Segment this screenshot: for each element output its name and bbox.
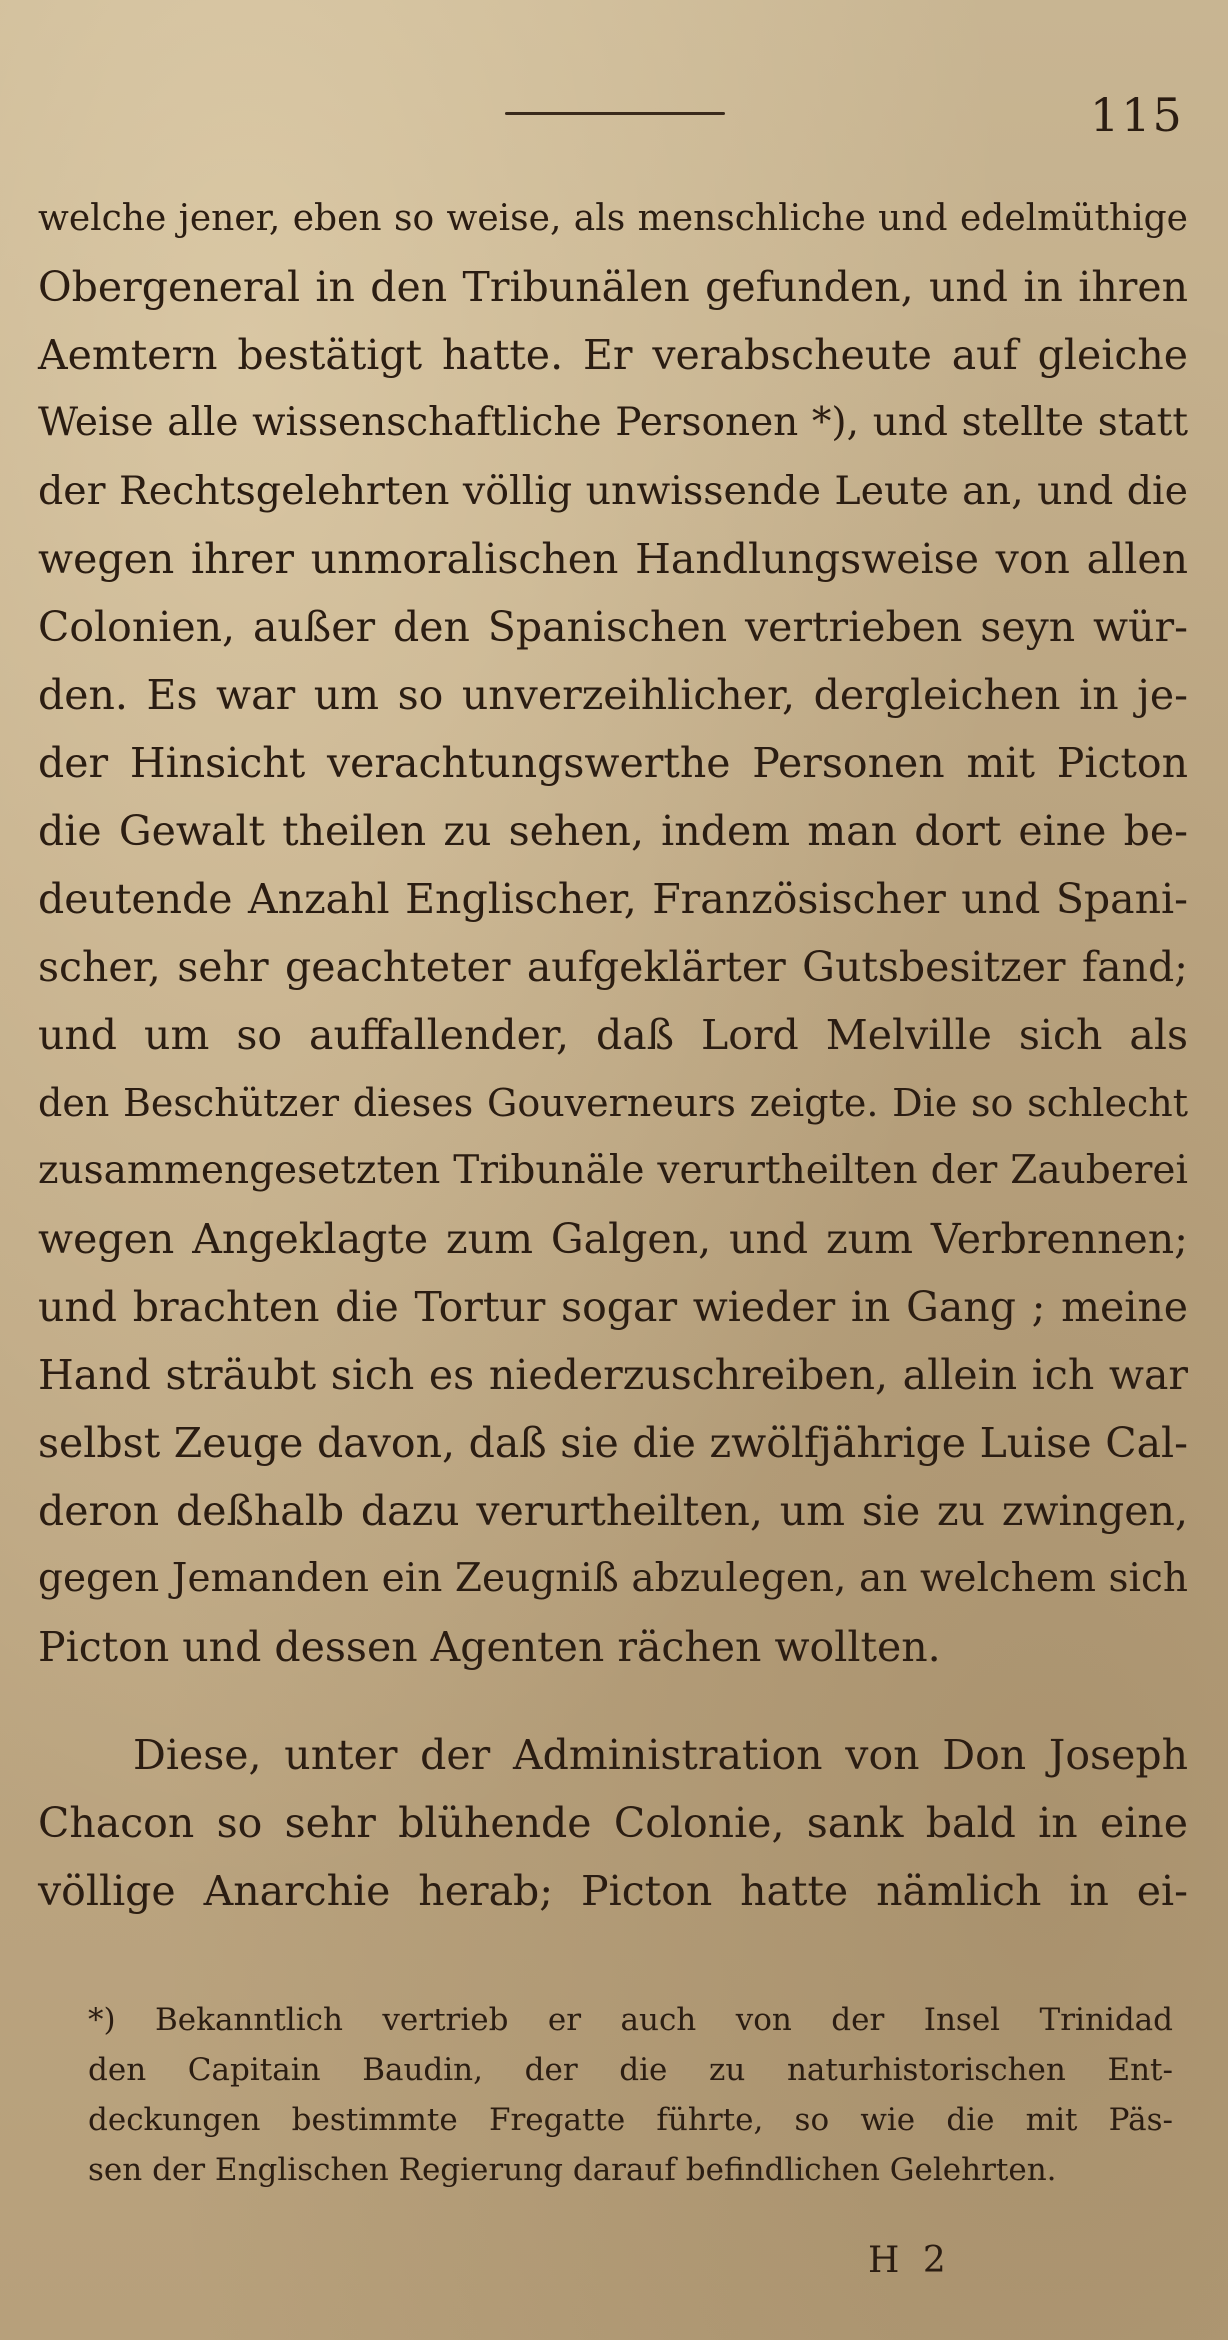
text-line: Aemtern bestätigt hatte. Er verabscheute auf gleiche bbox=[38, 331, 1188, 379]
footnote-line: den Capitain Baudin, der die zu naturhistorischen Ent- bbox=[88, 2052, 1173, 2088]
page-number: 115 bbox=[1090, 88, 1184, 142]
text-line: völlige Anarchie herab; Picton hatte nämlich in ei- bbox=[38, 1867, 1188, 1915]
text-line: wegen ihrer unmoralischen Handlungsweise von allen bbox=[38, 535, 1188, 583]
text-line: die Gewalt theilen zu sehen, indem man dort eine be- bbox=[38, 807, 1188, 855]
text-line: Diese, unter der Administration von Don Joseph bbox=[133, 1731, 1188, 1779]
text-line: gegen Jemanden ein Zeugniß abzulegen, an welchem sich bbox=[38, 1556, 1188, 1601]
text-line: den. Es war um so unverzeihlicher, dergleichen in je- bbox=[38, 671, 1188, 719]
text-line: Colonien, außer den Spanischen vertrieben seyn wür- bbox=[38, 603, 1188, 651]
footnote bbox=[88, 1995, 1173, 2195]
text-line: wegen Angeklagte zum Galgen, und zum Verbrennen; bbox=[38, 1215, 1188, 1263]
text-line: den Beschützer dieses Gouverneurs zeigte. Die so schlecht bbox=[38, 1081, 1188, 1125]
text-line: deron deßhalb dazu verurtheilten, um sie zu zwingen, bbox=[38, 1487, 1188, 1535]
main-text bbox=[38, 185, 1188, 1925]
text-line: scher, sehr geachteter aufgeklärter Gutsbesitzer fand; bbox=[38, 943, 1188, 991]
footnote-line: *) Bekanntlich vertrieb er auch von der Insel Trinidad bbox=[88, 2002, 1173, 2038]
text-line: und brachten die Tortur sogar wieder in Gang ; meine bbox=[38, 1283, 1188, 1331]
paragraph-2 bbox=[38, 1721, 1188, 1925]
header-rule bbox=[505, 112, 725, 115]
paragraph-1 bbox=[38, 185, 1188, 1681]
text-line: Picton und dessen Agenten rächen wollten. bbox=[38, 1623, 941, 1671]
text-line: Chacon so sehr blühende Colonie, sank bald in eine bbox=[38, 1799, 1188, 1847]
text-line: Obergeneral in den Tribunälen gefunden, und in ihren bbox=[38, 263, 1188, 311]
signature-mark: H 2 bbox=[868, 2240, 952, 2281]
text-line: Weise alle wissenschaftliche Personen *), und stellte statt bbox=[38, 400, 1188, 445]
text-line: und um so auffallender, daß Lord Melville sich als bbox=[38, 1011, 1188, 1059]
text-line: der Rechtsgelehrten völlig unwissende Leute an, und die bbox=[38, 468, 1188, 514]
text-line: Hand sträubt sich es niederzuschreiben, allein ich war bbox=[38, 1351, 1188, 1399]
text-line: der Hinsicht verachtungswerthe Personen mit Picton bbox=[38, 739, 1188, 787]
text-line: selbst Zeuge davon, daß sie die zwölfjährige Luise Cal- bbox=[38, 1419, 1188, 1467]
footnote-line: deckungen bestimmte Fregatte führte, so wie die mit Päs- bbox=[88, 2102, 1173, 2138]
text-line: deutende Anzahl Englischer, Französischer und Spani- bbox=[38, 875, 1188, 923]
footnote-line: sen der Englischen Regierung darauf befindlichen Gelehrten. bbox=[88, 2152, 1057, 2188]
text-line: zusammengesetzten Tribunäle verurtheilten der Zauberei bbox=[38, 1148, 1188, 1193]
text-line: welche jener, eben so weise, als menschliche und edelmüthige bbox=[38, 198, 1188, 239]
